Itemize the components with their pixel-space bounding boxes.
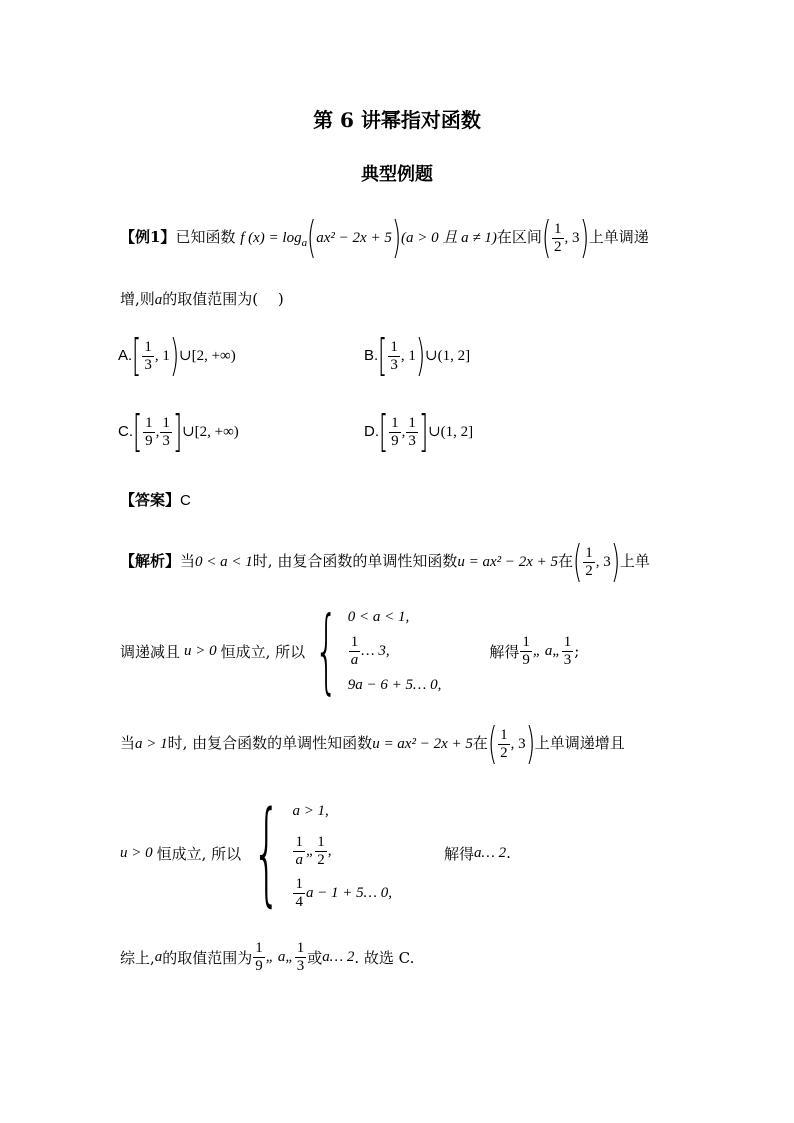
log-base: a bbox=[301, 237, 308, 249]
analysis-line-3: 当a > 1时, 由复合函数的单调性知函数u = ax² − 2x + 5在( $\frac{1}{2}$ , 3)上单调递增且 bbox=[120, 718, 625, 769]
interval-end: , 3 bbox=[564, 230, 580, 246]
example-line-1 bbox=[120, 212, 649, 263]
system-brace-1: { bbox=[314, 597, 339, 704]
option-d[interactable]: D.[ $\frac{1}{9}$ , $\frac{1}{3}$ ]∪(1, 2] bbox=[364, 406, 474, 457]
example-lead: 已知函数 bbox=[175, 228, 236, 246]
section-subtitle: 典型例题 bbox=[361, 164, 433, 185]
example-arg: ax² − 2x + 5 bbox=[316, 230, 392, 246]
example-line2-text: 增,则 bbox=[120, 290, 155, 308]
analysis-label: 【解析】 bbox=[120, 552, 181, 570]
interval-open: ( bbox=[541, 212, 552, 263]
example-line2-tail: 的取值范围为( ) bbox=[162, 290, 284, 308]
analysis-line-4: u > 0 恒成立, 所以 { a > 1, $\frac{1}{a}$ „ $\frac{1}{2}$ , $\frac{1}{4}$ a − 1 + 5… 0, 解得 a… 2 . bbox=[120, 788, 511, 918]
example-mid: 在区间 bbox=[496, 228, 542, 246]
analysis-line-2: 调递减且 u > 0 恒成立, 所以 { 0 < a < 1, $\frac{1}{a}$ … 3, 9a − 6 + 5… 0, 解得 $\frac{1}{9}$ „ a„ $\frac{1}{3}$ ; bbox=[120, 597, 580, 704]
example-var: a bbox=[154, 292, 163, 308]
system-brace-2: { bbox=[252, 788, 282, 918]
option-b[interactable]: B.[ $\frac{1}{3}$ , 1)∪(1, 2] bbox=[364, 330, 471, 381]
system-2: a > 1, $\frac{1}{a}$ „ $\frac{1}{2}$ , $\frac{1}{4}$ a − 1 + 5… 0, bbox=[292, 803, 393, 910]
option-c[interactable]: C.[ $\frac{1}{9}$ , $\frac{1}{3}$ ]∪[2, +∞) bbox=[118, 406, 239, 457]
system-1: 0 < a < 1, $\frac{1}{a}$ … 3, 9a − 6 + 5… 0, bbox=[347, 609, 442, 693]
example-cond: (a > 0 且 a ≠ 1) bbox=[401, 230, 497, 246]
analysis-line-1: 【解析】当0 < a < 1时, 由复合函数的单调性知函数u = ax² − 2x + 5在( $\frac{1}{2}$ , 3)上单 bbox=[120, 536, 650, 587]
example-tail: 上单调递 bbox=[588, 228, 649, 246]
interval-fraction: $\frac{1}{2}$ bbox=[554, 220, 562, 255]
paren-left: ( bbox=[306, 212, 317, 263]
interval-close: ) bbox=[579, 212, 589, 263]
answer-label: 【答案】 bbox=[120, 491, 181, 509]
example-label: 【例1】 bbox=[120, 228, 176, 246]
paren-right: ) bbox=[391, 212, 402, 263]
answer-value: C bbox=[180, 492, 191, 509]
answer-line bbox=[120, 489, 191, 510]
example-func: f (x) = log bbox=[240, 230, 302, 246]
example-line-2 bbox=[120, 288, 284, 309]
option-a[interactable]: A.[ $\frac{1}{3}$ , 1)∪[2, +∞) bbox=[118, 330, 236, 381]
conclusion-line: 综上, a 的取值范围为 $\frac{1}{9}$ „ a„ $\frac{1}{3}$ 或 a… 2 . 故选 C. bbox=[120, 940, 415, 974]
page-title: 第 6 讲幂指对函数 bbox=[313, 108, 481, 132]
